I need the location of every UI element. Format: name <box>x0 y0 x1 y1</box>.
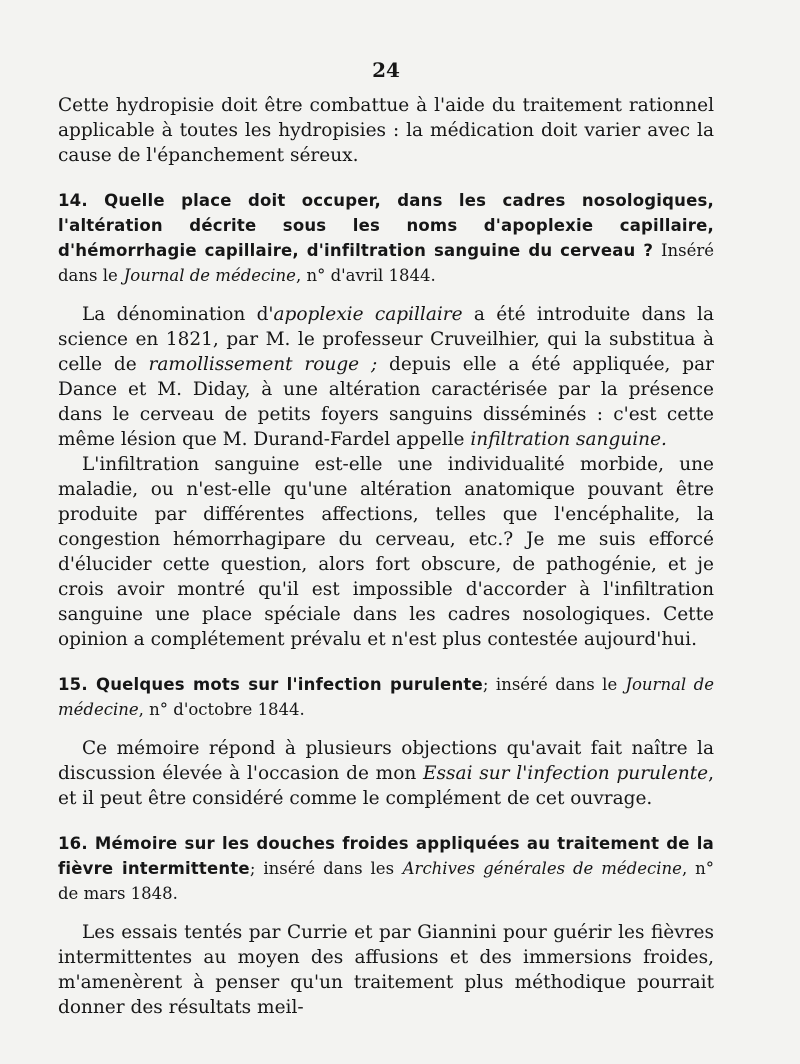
entry-15-journal: Journal de médecine <box>58 675 714 719</box>
entry-16-journal: Archives générales de médecine <box>402 859 682 878</box>
entry-14-title: Quelle place doit occuper, dans les cadres nosologiques, l'altération décrite sous les noms d'apoplexie capillaire, d'hémorrhagie capillaire, d'infiltration sanguine du cerveau ? <box>58 191 714 260</box>
entry-14-number: 14. <box>58 191 88 210</box>
italic-span: ramollissement rouge ; <box>148 354 378 375</box>
text-span: a été introduite dans la science en 1821, par M. le professeur Cruveilhier, qui la substitua à celle de <box>58 304 714 375</box>
entry-15-number: 15. <box>58 675 88 694</box>
page-number: 24 <box>372 58 400 82</box>
entry-15-note-suffix: , n° d'octobre 1844. <box>138 700 305 719</box>
paragraph-memoire-15 <box>58 736 714 811</box>
italic-span: infiltration sanguine. <box>470 429 667 450</box>
text-span: Ce mémoire répond à plusieurs objections qu'avait fait naître la discussion élevée à l'occasion de mon <box>58 738 714 784</box>
entry-14 <box>58 188 714 288</box>
entry-15-note-prefix: ; inséré dans le <box>482 675 618 694</box>
entry-16-note-prefix: ; inséré dans les <box>249 859 395 878</box>
entry-14-body <box>58 302 714 652</box>
italic-span: apoplexie capillaire <box>273 304 463 325</box>
intro-paragraph: Cette hydropisie doit être combattue à l'aide du traitement rationnel applicable à toutes les hydropisies : la médication doit varier avec la cause de l'épanchement séreux. <box>58 95 714 166</box>
entry-14-note-suffix: , n° d'avril 1844. <box>295 266 436 285</box>
entry-14-journal: Journal de médecine <box>123 266 296 285</box>
text-span: , et il peut être considéré comme le complément de cet ouvrage. <box>58 763 715 809</box>
entry-16-title: Mémoire sur les douches froides appliquées au traitement de la fièvre intermittente <box>58 834 714 878</box>
paragraph-apoplexie <box>58 302 714 452</box>
entry-16-body <box>58 920 714 1020</box>
entry-16-note-suffix: , n° de mars 1848. <box>58 859 715 903</box>
paragraph-essais: Les essais tentés par Currie et par Giannini pour guérir les fièvres intermittentes au moyen des affusions et des immersions froides, m'amenèrent à penser qu'un traitement plus méthodique pourrait donner des résultats meil- <box>58 922 714 1018</box>
entry-16 <box>58 831 714 906</box>
entry-15 <box>58 672 714 722</box>
paragraph-infiltration: L'infiltration sanguine est-elle une individualité morbide, une maladie, ou n'est-elle qu'une altération anatomique pouvant être produite par différentes affections, telles que l'encéphalite, la congestion hémorrhagipare du cerveau, etc.? Je me suis efforcé d'élucider cette question, alors fort obscure, de pathogénie, et je crois avoir montré qu'il est impossible d'accorder à l'infiltration sanguine une place spéciale dans les cadres nosologiques. Cette opinion a complétement prévalu et n'est plus contestée aujourd'hui. <box>58 454 714 650</box>
entry-14-note-prefix: Inséré dans le <box>58 241 715 285</box>
text-span: La dénomination d' <box>82 304 274 325</box>
text-span: depuis elle a été appliquée, par Dance et M. Diday, à une altération caractérisée par la présence dans le cerveau de petits foyers sanguins disséminés : c'est cette même lésion que M. Durand-Fardel appelle <box>58 354 714 450</box>
page-content <box>58 58 714 1020</box>
italic-span: Essai sur l'infection purulente <box>423 763 709 784</box>
entry-16-number: 16. <box>58 834 88 853</box>
entry-15-title: Quelques mots sur l'infection purulente <box>95 675 483 694</box>
entry-15-body <box>58 736 714 811</box>
